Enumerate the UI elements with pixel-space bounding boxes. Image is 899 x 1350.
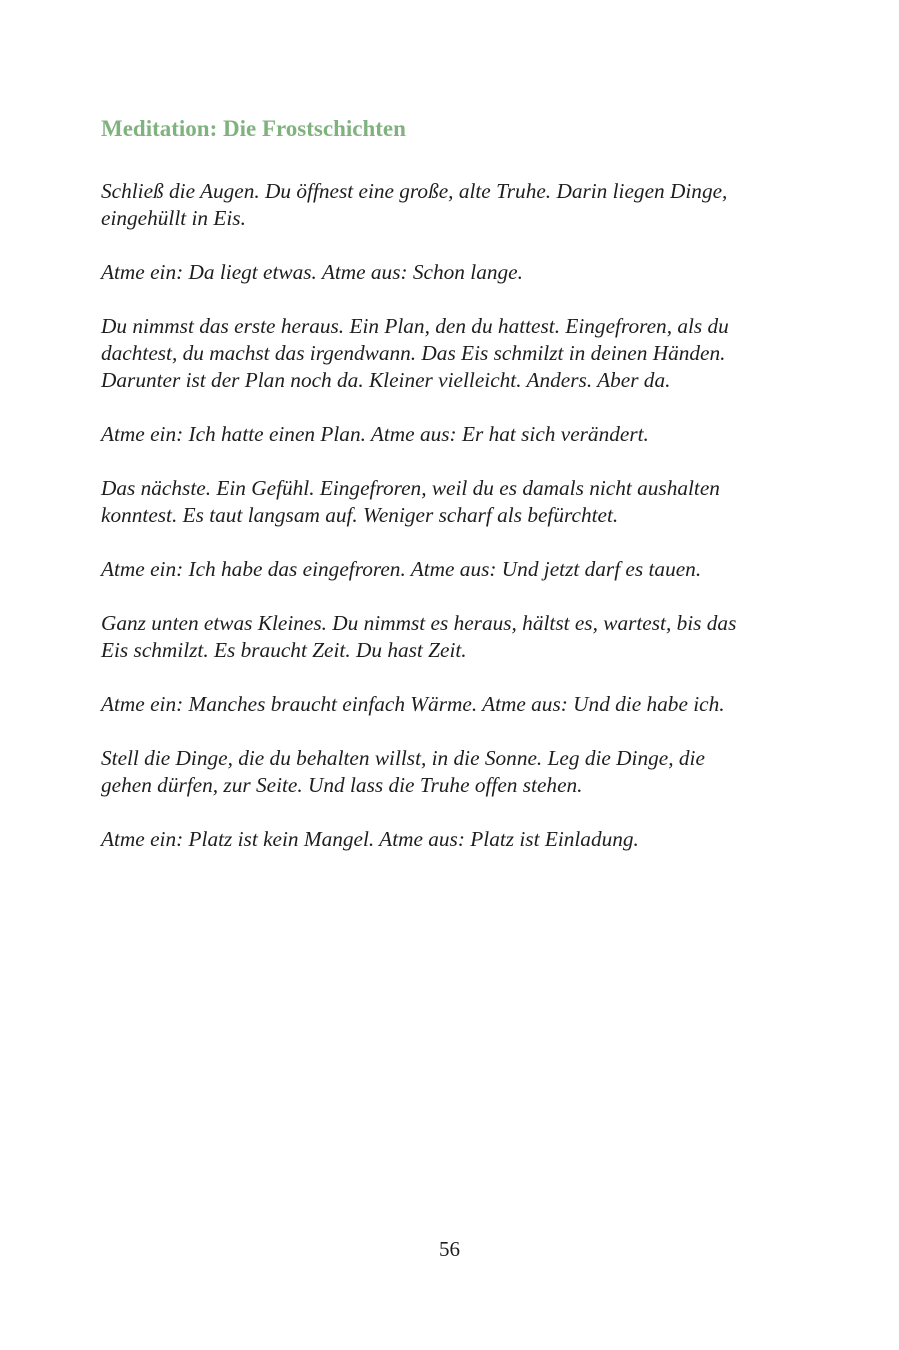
paragraph bbox=[101, 421, 781, 448]
paragraph bbox=[101, 556, 781, 583]
paragraph bbox=[101, 826, 781, 853]
text-line: Ganz unten etwas Kleines. Du nimmst es heraus, hältst es, wartest, bis das bbox=[101, 611, 737, 635]
paragraph bbox=[101, 610, 781, 664]
text-line: Atme ein: Ich habe das eingefroren. Atme aus: Und jetzt darf es tauen. bbox=[101, 557, 702, 581]
meditation-text bbox=[101, 178, 781, 880]
paragraph bbox=[101, 313, 781, 394]
paragraph bbox=[101, 745, 781, 799]
text-line: Das nächste. Ein Gefühl. Eingefroren, weil du es damals nicht aushalten bbox=[101, 476, 720, 500]
paragraph bbox=[101, 259, 781, 286]
text-line: Atme ein: Platz ist kein Mangel. Atme aus: Platz ist Einladung. bbox=[101, 827, 639, 851]
text-line: Atme ein: Ich hatte einen Plan. Atme aus: Er hat sich verändert. bbox=[101, 422, 649, 446]
text-line: konntest. Es taut langsam auf. Weniger scharf als befürchtet. bbox=[101, 503, 619, 527]
text-line: Atme ein: Manches braucht einfach Wärme. Atme aus: Und die habe ich. bbox=[101, 692, 725, 716]
text-line: Darunter ist der Plan noch da. Kleiner vielleicht. Anders. Aber da. bbox=[101, 368, 671, 392]
paragraph bbox=[101, 178, 781, 232]
text-line: dachtest, du machst das irgendwann. Das Eis schmilzt in deinen Händen. bbox=[101, 341, 726, 365]
text-line: gehen dürfen, zur Seite. Und lass die Truhe offen stehen. bbox=[101, 773, 583, 797]
text-line: Schließ die Augen. Du öffnest eine große, alte Truhe. Darin liegen Dinge, bbox=[101, 179, 728, 203]
text-line: eingehüllt in Eis. bbox=[101, 206, 246, 230]
paragraph bbox=[101, 691, 781, 718]
text-line: Atme ein: Da liegt etwas. Atme aus: Schon lange. bbox=[101, 260, 523, 284]
text-line: Eis schmilzt. Es braucht Zeit. Du hast Zeit. bbox=[101, 638, 467, 662]
page-number: 56 bbox=[439, 1237, 460, 1261]
paragraph bbox=[101, 475, 781, 529]
section-heading: Meditation: Die Frostschichten bbox=[101, 116, 406, 141]
text-line: Stell die Dinge, die du behalten willst, in die Sonne. Leg die Dinge, die bbox=[101, 746, 705, 770]
text-line: Du nimmst das erste heraus. Ein Plan, den du hattest. Eingefroren, als du bbox=[101, 314, 729, 338]
